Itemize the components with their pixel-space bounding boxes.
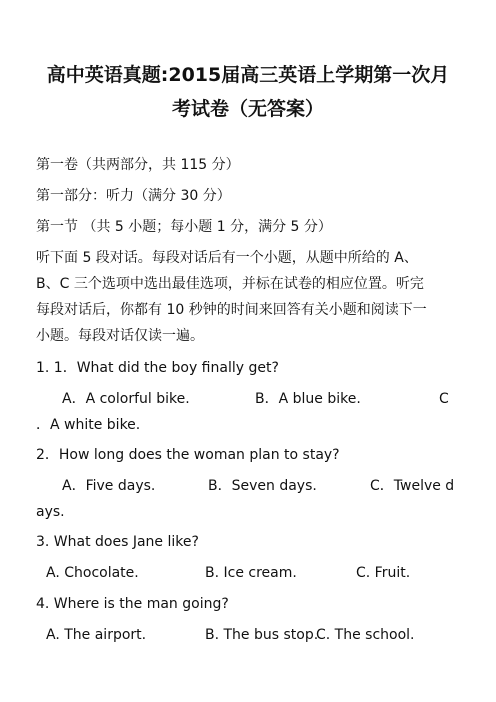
question-3-option-a: A. Chocolate. — [46, 565, 139, 581]
question-4-option-b: B. The bus stop. — [205, 627, 319, 643]
question-2-option-a: A．Five days. — [62, 478, 156, 494]
instruction-line: 小题。每段对话仅读一遍。 — [36, 328, 204, 344]
question-3-option-c: C. Fruit. — [356, 565, 411, 581]
question-1-option-a: A．A colorful bike. — [62, 391, 190, 407]
section1-heading: 第一节 （共 5 小题；每小题 1 分，满分 5 分） — [36, 219, 332, 235]
question-3-text: 3. What does Jane like? — [36, 534, 199, 550]
part1-section-heading: 第一部分：听力（满分 30 分） — [36, 188, 231, 204]
question-1-option-c: C — [439, 391, 449, 407]
question-2-option-c-continued: ays. — [36, 504, 65, 520]
question-2-text: 2．How long does the woman plan to stay? — [36, 447, 340, 463]
question-4-option-c: C. The school. — [316, 627, 415, 643]
question-1-option-c-continued: ．A white bike. — [36, 417, 141, 433]
question-1-option-b: B．A blue bike. — [255, 391, 361, 407]
question-3-option-b: B. Ice cream. — [205, 565, 297, 581]
instruction-line: 听下面 5 段对话。每段对话后有一个小题，从题中所给的 A、 — [36, 250, 418, 266]
question-2-option-c: C．Twelve d — [370, 478, 455, 494]
page-title-line-2: 考试卷（无答案） — [171, 98, 324, 120]
question-4-option-a: A. The airport. — [46, 627, 147, 643]
question-1-text: 1. 1．What did the boy finally get? — [36, 360, 279, 376]
instruction-line: 每段对话后，你都有 10 秒钟的时间来回答有关小题和阅读下一 — [36, 302, 427, 318]
question-4-text: 4. Where is the man going? — [36, 596, 229, 612]
question-2-option-b: B．Seven days. — [208, 478, 317, 494]
instruction-line: B、C 三个选项中选出最佳选项，并标在试卷的相应位置。听完 — [36, 276, 424, 292]
page-title-line-1: 高中英语真题:2015届高三英语上学期第一次月 — [46, 64, 450, 86]
part1-header: 第一卷（共两部分，共 115 分） — [36, 157, 240, 173]
